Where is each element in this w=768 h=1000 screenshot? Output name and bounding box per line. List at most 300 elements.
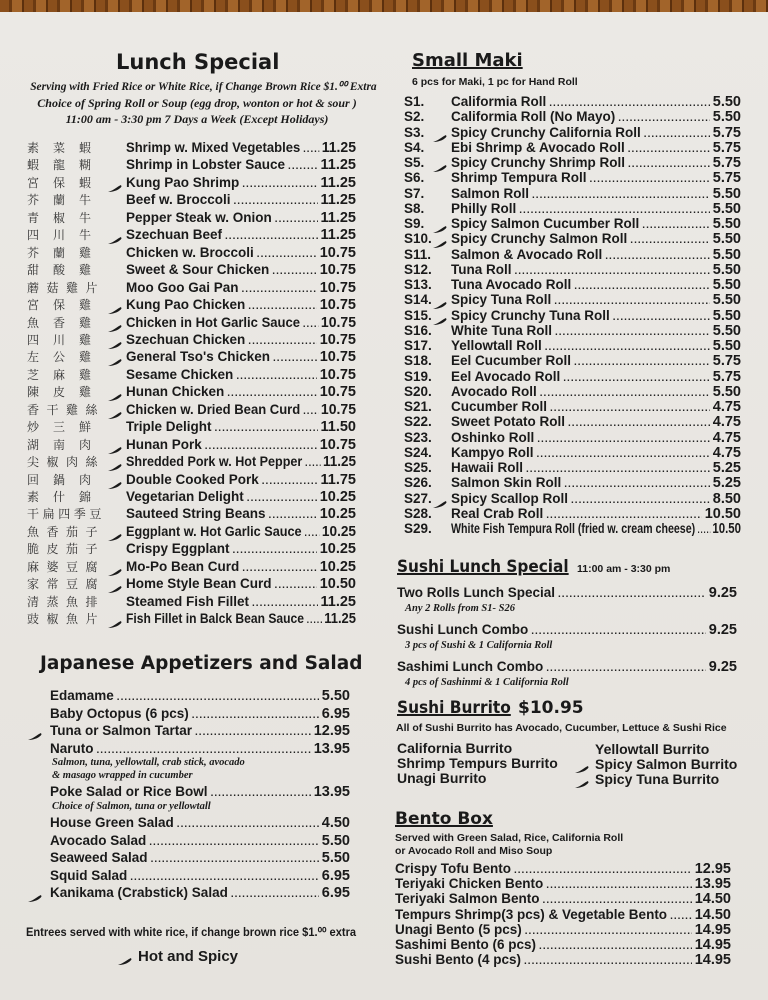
dot-leader	[275, 578, 317, 594]
item-description: 3 pcs of Sushi & 1 California Roll	[405, 640, 553, 651]
dot-leader	[630, 234, 709, 248]
item-price: 11.50	[320, 419, 356, 436]
item-price: 10.75	[320, 401, 356, 418]
item-price: 5.50	[712, 338, 741, 354]
burrito-item: Yellowtall Burrito	[595, 741, 710, 757]
chinese-name: 湖南肉	[27, 437, 106, 452]
item-name: Spicy Tuna Roll	[451, 292, 552, 308]
item-price: 5.50	[321, 850, 350, 866]
dot-leader	[242, 561, 316, 577]
item-price: 5.50	[712, 261, 741, 278]
item-price: 5.50	[712, 246, 741, 263]
item-name: Spicy Crunchy California Roll	[451, 124, 641, 140]
dot-leader	[571, 494, 710, 508]
roll-code: S11.	[404, 246, 432, 262]
lunch-menu-item	[126, 506, 356, 522]
dot-leader	[574, 356, 710, 370]
dot-leader	[304, 526, 319, 542]
dot-leader	[242, 177, 317, 193]
sushi-burrito-subtitle: All of Sushi Burrito has Avocado, Cucumber, Lettuce & Sushi Rice	[396, 722, 727, 734]
bento-item	[395, 953, 731, 967]
sushi-lunch-item	[397, 621, 737, 638]
appetizers-title: Japanese Appetizers and Salad	[40, 653, 363, 674]
chili-pepper-icon	[575, 761, 589, 769]
dot-leader	[227, 386, 316, 402]
item-price: 5.50	[712, 185, 741, 202]
roll-code: S8.	[404, 200, 425, 216]
lunch-menu-item	[126, 472, 356, 488]
dot-leader	[247, 491, 317, 507]
item-name: Kanikama (Crabstick) Salad	[50, 885, 228, 900]
roll-code: S2.	[404, 109, 425, 125]
item-name: Tempurs Shrimp(3 pcs) & Vegetable Bento	[395, 906, 668, 922]
burrito-item: Spicy Salmon Burrito	[595, 756, 738, 772]
chili-pepper-icon	[108, 389, 122, 397]
roll-code: S15.	[404, 307, 432, 323]
dot-leader	[532, 189, 710, 203]
lunch-menu-item	[126, 192, 356, 208]
item-price: 5.50	[321, 832, 350, 849]
item-name: House Green Salad	[50, 815, 174, 830]
item-price: 10.75	[319, 331, 356, 348]
lunch-menu-item	[126, 611, 356, 627]
sushi-lunch-item	[397, 584, 737, 601]
item-price: 5.50	[712, 109, 741, 126]
chili-pepper-icon	[108, 320, 122, 328]
item-description: & masago wrapped in cucumber	[52, 769, 193, 781]
item-price: 5.75	[712, 368, 741, 385]
appetizer-item	[50, 688, 350, 704]
item-price: 6.95	[321, 867, 350, 884]
chili-pepper-icon	[108, 477, 122, 485]
item-name: Spicy Crunchy Salmon Roll	[451, 231, 628, 247]
item-name: Sweet & Sour Chicken	[126, 262, 270, 278]
dot-leader	[305, 456, 320, 472]
dot-leader	[670, 910, 692, 924]
dot-leader	[531, 623, 706, 640]
dot-leader	[248, 334, 316, 350]
item-price: 5.25	[712, 460, 741, 476]
lunch-menu-item	[126, 280, 356, 296]
item-price: 10.75	[319, 349, 356, 366]
chili-pepper-icon	[433, 496, 447, 504]
item-name: Hawaii Roll	[451, 460, 524, 475]
item-name: Chicken w. Broccoli	[126, 244, 254, 260]
item-name: Baby Octopus (6 pcs)	[50, 705, 189, 721]
item-price: 10.75	[320, 314, 356, 331]
item-name: White Fish Tempura Roll (fried w. cream cheese)	[451, 521, 696, 536]
dot-leader	[288, 159, 317, 175]
item-price: 11.25	[320, 593, 356, 610]
item-name: Edamame	[50, 688, 114, 703]
item-price: 9.25	[708, 659, 737, 675]
maki-item	[451, 492, 741, 506]
dot-leader	[151, 852, 319, 868]
item-price: 4.50	[321, 815, 350, 831]
chinese-name: 炒三鮮	[27, 420, 106, 435]
lunch-menu-item	[126, 576, 356, 592]
chili-pepper-icon	[575, 776, 589, 784]
sushi-lunch-title: Sushi Lunch Special	[397, 557, 569, 577]
dot-leader	[524, 955, 692, 969]
dot-leader	[177, 817, 319, 833]
dot-leader	[568, 417, 710, 431]
dot-leader	[303, 404, 318, 420]
item-price: 10.75	[319, 279, 356, 296]
item-name: Eel Cucumber Roll	[451, 353, 572, 369]
chili-pepper-icon	[108, 459, 122, 467]
lunch-menu-item	[126, 541, 356, 557]
item-description: 4 pcs of Sashinmi & 1 California Roll	[405, 677, 569, 688]
chili-pepper-icon	[108, 232, 122, 240]
lunch-menu-item	[126, 489, 356, 505]
item-name: Shrimp in Lobster Sauce	[126, 157, 286, 173]
item-name: Eel Avocado Roll	[451, 368, 561, 384]
bento-item	[395, 862, 731, 876]
dot-leader	[275, 212, 318, 228]
item-name: Fish Fillet in Balck Bean Sauce	[126, 611, 304, 627]
burrito-item: California Burrito	[397, 740, 513, 756]
roll-code: S19.	[404, 368, 432, 384]
item-price: 5.50	[712, 231, 741, 248]
item-price: 4.75	[712, 399, 741, 415]
dot-leader	[546, 879, 691, 893]
burrito-item: Spicy Tuna Burrito	[595, 771, 720, 787]
note-line: 11:00 am - 3:30 pm 7 Days a Week (Except Holidays)	[65, 112, 329, 126]
maki-item	[451, 126, 741, 140]
item-price: 6.95	[321, 705, 350, 722]
roll-code: S14.	[404, 292, 432, 308]
maki-item	[451, 278, 741, 292]
roll-code: S4.	[404, 139, 425, 155]
item-name: Oshinko Roll	[451, 429, 535, 445]
dot-leader	[563, 372, 709, 386]
chili-pepper-icon	[433, 313, 447, 321]
item-name: Pepper Steak w. Onion	[126, 209, 272, 225]
chili-pepper-icon	[108, 354, 122, 362]
sushi-lunch-item	[397, 658, 737, 675]
item-price: 10.75	[319, 384, 356, 401]
item-price: 5.50	[712, 94, 741, 110]
maki-item	[451, 431, 741, 445]
item-price: 11.25	[320, 157, 356, 174]
dot-leader	[252, 596, 317, 612]
item-price: 12.95	[694, 861, 731, 877]
dot-leader	[242, 282, 317, 298]
dot-leader	[613, 311, 710, 325]
chili-pepper-icon	[108, 302, 122, 310]
chinese-name: 宮保雞	[27, 298, 106, 313]
lunch-menu-item	[126, 524, 356, 540]
roll-code: S29.	[404, 521, 432, 536]
dot-leader	[303, 142, 319, 158]
appetizer-item	[50, 784, 350, 800]
item-name: Kampyo Roll	[451, 444, 534, 460]
chili-pepper-icon	[118, 953, 134, 962]
dot-leader	[225, 229, 317, 245]
wooden-table-edge	[0, 0, 768, 12]
chili-pepper-icon	[28, 728, 42, 736]
roll-code: S21.	[404, 399, 432, 414]
item-name: Spicy Crunchy Tuna Roll	[451, 307, 610, 323]
lunch-menu-item	[126, 384, 356, 400]
item-price: 14.95	[694, 952, 731, 969]
roll-code: S23.	[404, 429, 432, 445]
item-price: 5.50	[712, 200, 741, 217]
roll-code: S6.	[404, 170, 425, 186]
small-maki-title: Small Maki	[412, 50, 523, 71]
sushi-burrito-price: $10.95	[518, 698, 584, 718]
item-name: Sauteed String Beans	[126, 506, 266, 522]
maki-item	[451, 263, 741, 277]
item-name: Naruto	[50, 740, 94, 756]
item-price: 5.50	[712, 307, 741, 324]
lunch-menu-item	[126, 594, 356, 610]
appetizer-item	[50, 868, 350, 884]
roll-code: S5.	[404, 155, 425, 170]
dot-leader	[149, 835, 318, 851]
chili-pepper-icon	[108, 529, 122, 537]
item-name: Shrimp w. Mixed Vegetables	[126, 140, 301, 155]
item-name: Beef w. Broccoli	[126, 192, 231, 208]
dot-leader	[539, 940, 692, 954]
item-price: 11.25	[320, 227, 356, 244]
item-name: Squid Salad	[50, 867, 128, 883]
item-price: 13.95	[313, 740, 350, 757]
appetizer-item	[50, 706, 350, 722]
item-price: 4.75	[712, 414, 741, 431]
chili-pepper-icon	[108, 337, 122, 345]
lunch-menu-item	[126, 315, 356, 331]
item-price: 5.75	[712, 139, 741, 156]
lunch-menu-item	[126, 332, 356, 348]
item-price: 10.75	[319, 436, 356, 453]
item-name: Two Rolls Lunch Special	[397, 585, 556, 600]
burrito-item: Unagi Burrito	[397, 770, 487, 786]
roll-code: S13.	[404, 277, 432, 292]
item-price: 6.95	[321, 885, 350, 901]
dot-leader	[262, 474, 318, 490]
dot-leader	[231, 887, 319, 903]
note-line: Serving with Fried Rice or White Rice, if Change Brown Rice $1.⁰⁰ Extra	[30, 79, 377, 93]
item-name: Unagi Bento (5 pcs)	[395, 921, 522, 937]
dot-leader	[540, 387, 710, 401]
item-name: Crispy Tofu Bento	[395, 861, 511, 876]
maki-item	[451, 339, 741, 353]
item-name: White Tuna Roll	[451, 322, 552, 338]
item-price: 5.75	[712, 155, 741, 171]
maki-item	[451, 171, 741, 185]
item-description: Any 2 Rolls from S1- S26	[405, 603, 515, 614]
item-name: Cucumber Roll	[451, 399, 548, 414]
bento-item	[395, 923, 731, 937]
item-description: Salmon, tuna, yellowtall, crab stick, avocado	[52, 757, 245, 768]
item-name: Double Cooked Pork	[126, 471, 259, 487]
maki-item	[451, 202, 741, 216]
item-price: 11.25	[320, 209, 356, 226]
item-name: Teriyaki Salmon Bento	[395, 891, 540, 907]
bento-box-title: Bento Box	[395, 809, 493, 829]
roll-code: S25.	[404, 460, 432, 475]
roll-code: S28.	[404, 505, 432, 521]
bento-item	[395, 892, 731, 906]
item-name: Califormia Roll (No Mayo)	[451, 109, 616, 125]
item-price: 14.50	[694, 891, 731, 908]
note-line: Choice of Spring Roll or Soup (egg drop, wonton or hot & sour )	[37, 95, 357, 110]
lunch-menu-item	[126, 559, 356, 575]
lunch-menu-item	[126, 227, 356, 243]
dot-leader	[195, 725, 311, 741]
chinese-name: 魚香茄子	[27, 524, 106, 539]
item-name: Kung Pao Shrimp	[126, 174, 240, 190]
chinese-name: 香干雞絲	[27, 402, 106, 417]
dot-leader	[564, 478, 709, 492]
item-name: Vegetarian Delight	[126, 489, 244, 504]
maki-item	[451, 309, 741, 323]
bento-item	[395, 938, 731, 952]
maki-item	[451, 95, 741, 109]
item-name: Hunan Chicken	[126, 384, 225, 400]
dot-leader	[628, 143, 710, 157]
chili-pepper-icon	[108, 442, 122, 450]
lunch-menu-item	[126, 140, 356, 156]
maki-item	[451, 141, 741, 155]
item-name: Tuna Roll	[451, 261, 512, 277]
chinese-name: 麻婆豆腐	[27, 559, 106, 574]
item-price: 10.50	[712, 521, 741, 537]
item-price: 5.75	[712, 353, 741, 370]
item-price: 10.25	[319, 541, 356, 558]
lunch-menu-item	[126, 210, 356, 226]
maki-item	[451, 248, 741, 262]
small-maki-subtitle: 6 pcs for Maki, 1 pc for Hand Roll	[412, 76, 578, 88]
item-price: 10.75	[319, 262, 356, 279]
item-name: Kung Pao Chicken	[126, 297, 246, 313]
item-price: 14.95	[694, 937, 731, 953]
bento-item	[395, 877, 731, 891]
item-price: 10.25	[319, 506, 356, 523]
appetizer-item	[50, 885, 350, 901]
chili-pepper-icon	[433, 221, 447, 229]
maki-item	[451, 232, 741, 246]
appetizer-item	[50, 850, 350, 866]
dot-leader	[546, 660, 706, 677]
chili-pepper-icon	[433, 236, 447, 244]
dot-leader	[644, 128, 710, 142]
appetizer-item	[50, 741, 350, 757]
item-price: 11.25	[320, 174, 356, 191]
item-price: 11.25	[321, 140, 356, 156]
dot-leader	[303, 317, 318, 333]
chinese-name: 芝麻雞	[27, 367, 106, 382]
roll-code: S26.	[404, 475, 432, 491]
item-name: Szechuan Chicken	[126, 331, 246, 347]
item-name: Salmon & Avocado Roll	[451, 246, 603, 262]
roll-code: S16.	[404, 322, 432, 338]
chinese-name: 回鍋肉	[27, 472, 106, 487]
item-price: 5.25	[712, 475, 741, 492]
dot-leader	[233, 543, 317, 559]
item-price: 11.25	[322, 454, 356, 471]
lunch-menu-item	[126, 175, 356, 191]
dot-leader	[272, 264, 316, 280]
lunch-menu-item	[126, 454, 356, 470]
item-price: 11.75	[320, 471, 356, 488]
appetizer-item	[50, 833, 350, 849]
roll-code: S12.	[404, 261, 432, 277]
dot-leader	[628, 158, 710, 172]
roll-code: S24.	[404, 444, 432, 460]
item-name: Eggplant w. Hot Garlic Sauce	[126, 523, 302, 539]
dot-leader	[236, 369, 316, 385]
chinese-name: 清蒸魚排	[27, 594, 106, 609]
item-name: Salmon Skin Roll	[451, 475, 562, 491]
spicy-legend	[118, 948, 238, 966]
dot-leader	[537, 448, 710, 462]
item-price: 5.75	[712, 170, 741, 187]
chili-pepper-icon	[108, 407, 122, 415]
bento-box-subtitle	[395, 832, 623, 858]
dot-leader	[211, 786, 311, 802]
chinese-name: 家常豆腐	[27, 577, 106, 592]
lunch-menu-item	[126, 262, 356, 278]
dot-leader	[574, 280, 710, 294]
dot-leader	[273, 351, 317, 367]
item-name: Spicy Scallop Roll	[451, 490, 569, 506]
item-price: 5.50	[712, 292, 741, 309]
item-name: Hunan Pork	[126, 436, 202, 452]
item-price: 5.50	[321, 688, 350, 704]
lunch-menu-item	[126, 157, 356, 173]
item-name: Avocado Salad	[50, 832, 147, 848]
item-name: Teriyaki Chicken Bento	[395, 876, 544, 892]
chili-pepper-icon	[433, 130, 447, 138]
lunch-menu-item	[126, 437, 356, 453]
lunch-menu-item	[126, 349, 356, 365]
roll-code: S10.	[404, 231, 432, 247]
roll-code: S20.	[404, 383, 432, 399]
chinese-name: 四川牛	[27, 228, 106, 243]
roll-code: S18.	[404, 353, 432, 369]
chinese-name: 脆皮茄子	[27, 542, 106, 557]
lunch-special-notes	[22, 78, 377, 128]
lunch-menu-item	[126, 419, 356, 435]
chinese-name: 芥蘭雞	[27, 245, 106, 260]
dot-leader	[248, 299, 316, 315]
item-price: 10.25	[319, 489, 356, 505]
item-price: 4.75	[712, 444, 741, 461]
maki-item	[451, 385, 741, 399]
dot-leader	[550, 402, 710, 416]
rice-footnote: Entrees served with white rice, if change brown rice $1.⁰⁰ extra	[26, 925, 357, 939]
chili-pepper-icon	[433, 160, 447, 168]
item-name: Sesame Chicken	[126, 366, 234, 382]
maki-item	[451, 293, 741, 307]
dot-leader	[537, 433, 710, 447]
dot-leader	[234, 194, 318, 210]
maki-item	[451, 522, 741, 536]
roll-code: S7.	[404, 185, 425, 201]
item-price: 9.25	[708, 585, 737, 601]
dot-leader	[525, 925, 692, 939]
item-name: Spicy Salmon Cucumber Roll	[451, 216, 640, 231]
item-name: Ebi Shrimp & Avocado Roll	[451, 139, 625, 155]
item-price: 5.50	[712, 322, 741, 339]
subtitle-line: Served with Green Salad, Rice, California Roll	[395, 832, 624, 844]
item-name: Szechuan Beef	[126, 227, 223, 243]
item-name: Avocado Roll	[451, 383, 537, 399]
roll-code: S1.	[404, 94, 425, 109]
